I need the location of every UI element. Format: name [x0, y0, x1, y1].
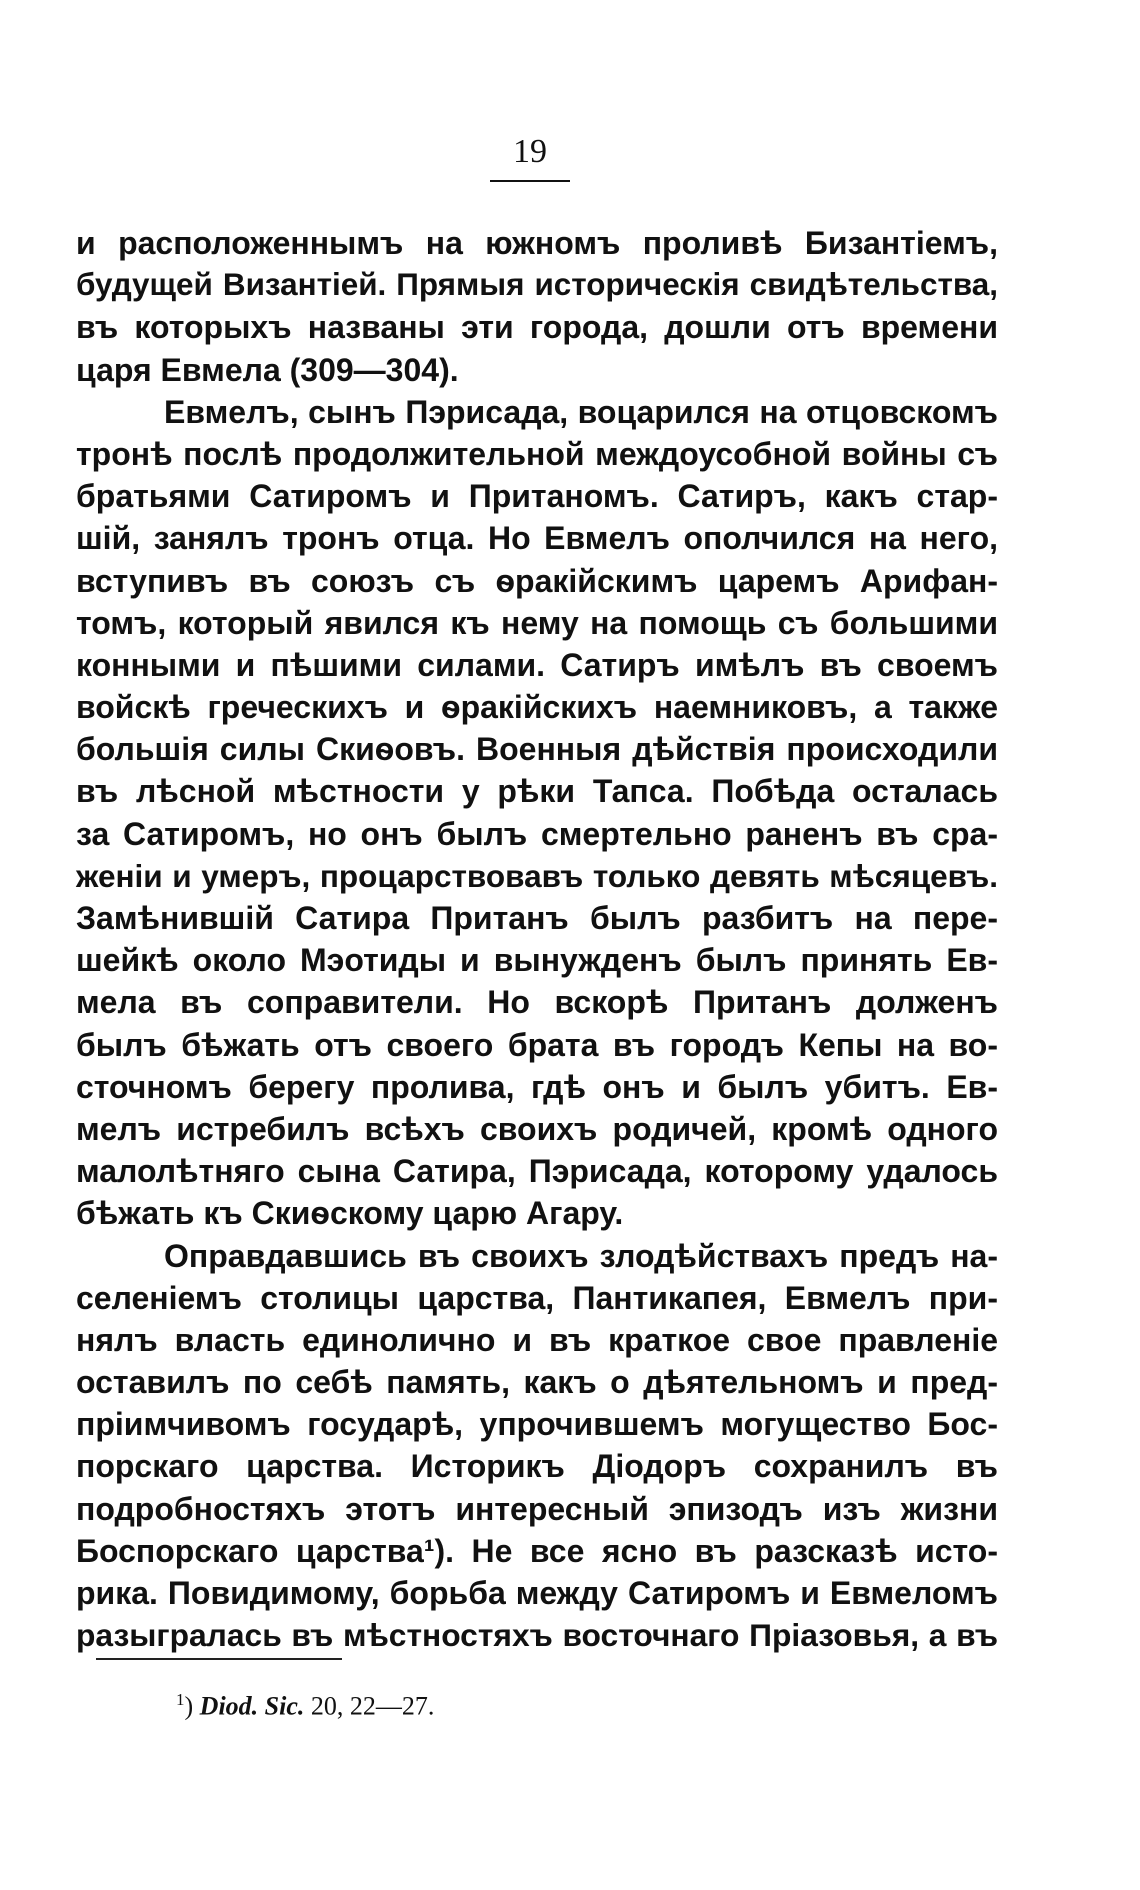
text-line: томъ, который явился къ нему на помощь съ большими	[76, 604, 998, 641]
footnote-reference: 20, 22—27.	[304, 1691, 435, 1721]
text-line: Боспорскаго царства¹). Не все ясно въ разсказѣ исто-	[76, 1532, 998, 1569]
text-line: братьями Сатиромъ и Пританомъ. Сатиръ, какъ стар-	[76, 478, 998, 515]
text-line: царя Евмела (309—304).	[76, 351, 459, 388]
text-line: въ лѣсной мѣстности у рѣки Тапса. Побѣда осталась	[76, 773, 998, 810]
text-line: въ которыхъ названы эти города, дошли отъ времени	[76, 309, 998, 346]
text-line: сточномъ берегу пролива, гдѣ онъ и былъ убитъ. Ев-	[76, 1068, 998, 1105]
body-text	[76, 222, 998, 1656]
text-line: порскаго царства. Историкъ Діодоръ сохранилъ въ	[76, 1448, 998, 1485]
text-line: нялъ власть единолично и въ краткое свое правленіе	[76, 1321, 998, 1358]
text-line: и расположеннымъ на южномъ проливѣ Бизантіемъ,	[76, 225, 998, 261]
text-line: шій, занялъ тронъ отца. Но Евмелъ ополчился на него,	[76, 520, 998, 557]
text-line: мела въ соправители. Но вскорѣ Пританъ долженъ	[76, 984, 998, 1021]
text-line: оставилъ по себѣ память, какъ о дѣятельномъ и пред-	[76, 1364, 998, 1401]
text-line: Замѣнившій Сатира Пританъ былъ разбитъ на пере-	[76, 900, 998, 936]
text-line: женіи и умеръ, процарствовавъ только девять мѣсяцевъ.	[76, 857, 998, 894]
text-line: большія силы Скиѳовъ. Военныя дѣйствія происходили	[76, 731, 998, 768]
text-line: бѣжать къ Скиѳскому царю Агару.	[76, 1195, 624, 1232]
footnote-paren: )	[184, 1691, 194, 1721]
text-line: селеніемъ столицы царства, Пантикапея, Евмелъ при-	[76, 1279, 998, 1316]
footnote	[176, 1684, 434, 1723]
text-line: тронѣ послѣ продолжительной междоусобной войны съ	[76, 435, 998, 472]
text-line: былъ бѣжать отъ своего брата въ городъ Кепы на во-	[76, 1026, 998, 1063]
page-number-underline	[490, 180, 570, 182]
text-line: конными и пѣшими силами. Сатиръ имѣлъ въ своемъ	[76, 646, 998, 683]
text-line: рика. Повидимому, борьба между Сатиромъ и Евмеломъ	[76, 1575, 998, 1611]
text-line: Оправдавшись въ своихъ злодѣйствахъ предъ на-	[164, 1237, 998, 1274]
text-line: разыгралась въ мѣстностяхъ восточнаго Пріазовья, а въ	[76, 1617, 998, 1654]
text-line: за Сатиромъ, но онъ былъ смертельно раненъ въ сра-	[76, 815, 998, 852]
footnote-work-title: Diod. Sic.	[199, 1691, 305, 1721]
text-line: вступивъ въ союзъ съ ѳракійскимъ царемъ Арифан-	[76, 562, 998, 599]
text-line: пріимчивомъ государѣ, упрочившемъ могущество Бос-	[76, 1406, 998, 1443]
text-line: будущей Византіей. Прямыя историческія свидѣтельства,	[76, 267, 998, 303]
text-line: мелъ истребилъ всѣхъ своихъ родичей, кромѣ одного	[76, 1110, 998, 1147]
text-line: малолѣтняго сына Сатира, Пэрисада, которому удалось	[76, 1153, 998, 1190]
text-line: подробностяхъ этотъ интересный эпизодъ изъ жизни	[76, 1490, 998, 1527]
page-number: 19	[513, 133, 547, 170]
text-line: Евмелъ, сынъ Пэрисада, воцарился на отцовскомъ	[164, 393, 998, 430]
footnote-separator	[96, 1658, 342, 1660]
text-line: войскѣ греческихъ и ѳракійскихъ наемниковъ, а также	[76, 689, 998, 726]
footnote-marker: 1	[176, 1690, 185, 1709]
text-line: шейкѣ около Мэотиды и вынужденъ былъ принять Ев-	[76, 942, 998, 979]
